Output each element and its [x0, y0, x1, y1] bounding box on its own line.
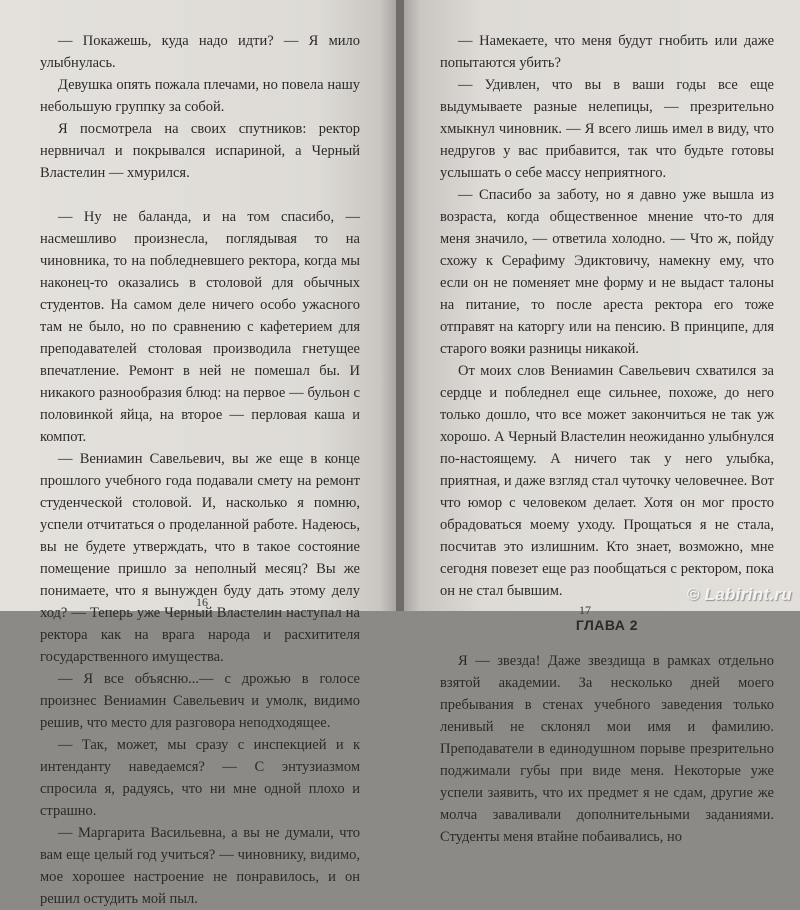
watermark: © Labirint.ru — [686, 585, 792, 604]
chapter-title: ГЛАВА 2 — [575, 617, 639, 633]
paragraph: От моих слов Вениамин Савельевич схватился за сердце и побледнел еще сильнее, похоже, до него только дошло, что все может закончиться не так уж хорошо. А Черный Властелин неожиданно улыбнулся по-настоящему. А ничего так у него улыбка, приятная, и даже взгляд стал чуточку человечнее. Вот что юмор с человеком делает. Хотя он мог просто обрадоваться моему уходу. Прощаться я не стала, посчитав это излишним. Кто знает, возможно, мне сегодня повезет еще раз пообщаться с ректором, пока он не стал бывшим. — [440, 363, 774, 599]
paragraph: — Я все объясню...— с дрожью в голосе произнес Вениамин Савельевич и умолк, видимо решив, что место для разговора неподходящее. — [40, 671, 360, 731]
paragraph: Девушка опять пожала плечами, но повела нашу небольшую группку за собой. — [40, 77, 360, 115]
paragraph: — Покажешь, куда надо идти? — Я мило улыбнулась. — [40, 33, 360, 71]
paragraph: — Удивлен, что вы в ваши годы все еще выдумываете разные нелепицы, — презрительно хмыкнул чиновник. — Я всего лишь имел в виду, что недругов у вас прибавится, так что будьте готовы услышать о себе массу неприятного. — [440, 77, 774, 181]
paragraph: — Спасибо за заботу, но я давно уже вышла из возраста, когда общественное мнение что-то для меня значило, — ответила холодно. — Что ж, пойду схожу к Серафиму Эдиктовичу, намекну ему, что если он не поменяет мне форму и не выдаст талоны на питание, то после ареста ректора его тоже отправят на каторгу или на пенсию. В принципе, для старого вояки разницы никакой. — [440, 187, 774, 357]
book-gutter — [396, 0, 404, 611]
paragraph: — Так, может, мы сразу с инспекцией и к интенданту наведаемся? — С энтузиазмом спросила я, радуясь, что ни мне одной плохо и страшно. — [40, 737, 360, 819]
paragraph: — Вениамин Савельевич, вы же еще в конце прошлого учебного года подавали смету на ремонт студенческой столовой. И, насколько я помню, успели отчитаться о проделанной работе. Надеюсь, вы не будете утверждать, что в такое состояние помещение пришло за неполный месяц? Вы же понимаете, что я вынужден буду дать этому делу ход? — Теперь уже Черный Властелин наступал на ректора как на врага народа и расхитителя государственного имущества. — [40, 451, 360, 665]
paragraph: Я посмотрела на своих спутников: ректор нервничал и покрывался испариной, а Черный Властелин — хмурился. — [40, 121, 360, 181]
paragraph: — Маргарита Васильевна, а вы не думали, что вам еще целый год учиться? — чиновнику, видимо, мое хорошее настроение не понравилось, и он решил остудить мой пыл. — [40, 825, 360, 907]
right-page — [404, 0, 800, 845]
paragraph: — Намекаете, что меня будут гнобить или даже попытаются убить? — [440, 33, 774, 71]
page-number: 16 — [196, 595, 208, 609]
paragraph: — Ну не баланда, и на том спасибо, — насмешливо произнесла, поглядывая то на чиновника, то на побледневшего ректора, когда мы наконец-то оказались в столовой для обычных студентов. На самом деле ничего особо ужасного там не было, но по сравнению с кафетерием для преподавателей столовая производила гнетущее впечатление. Ремонт в ней не помешал бы. И никакого разнообразия блюд: на первое — бульон с половинкой яйца, на второе — перловая каша и компот. — [40, 209, 360, 445]
scene-break — [40, 184, 360, 206]
page-number: 17 — [579, 603, 591, 617]
left-page — [0, 0, 396, 907]
paragraph: Я — звезда! Даже звездища в рамках отдельно взятой академии. За несколько дней моего пребывания в стенах учебного заведения только ленивый не склонял мои имя и фамилию. Преподаватели в единодушном порыве презрительно поджимали губы при виде меня. Некоторые уже успели заявить, что их предмет я не сдам, другие же молча заваливали дополнительными заданиями. Студенты меня втайне побаивались, но — [440, 653, 774, 845]
